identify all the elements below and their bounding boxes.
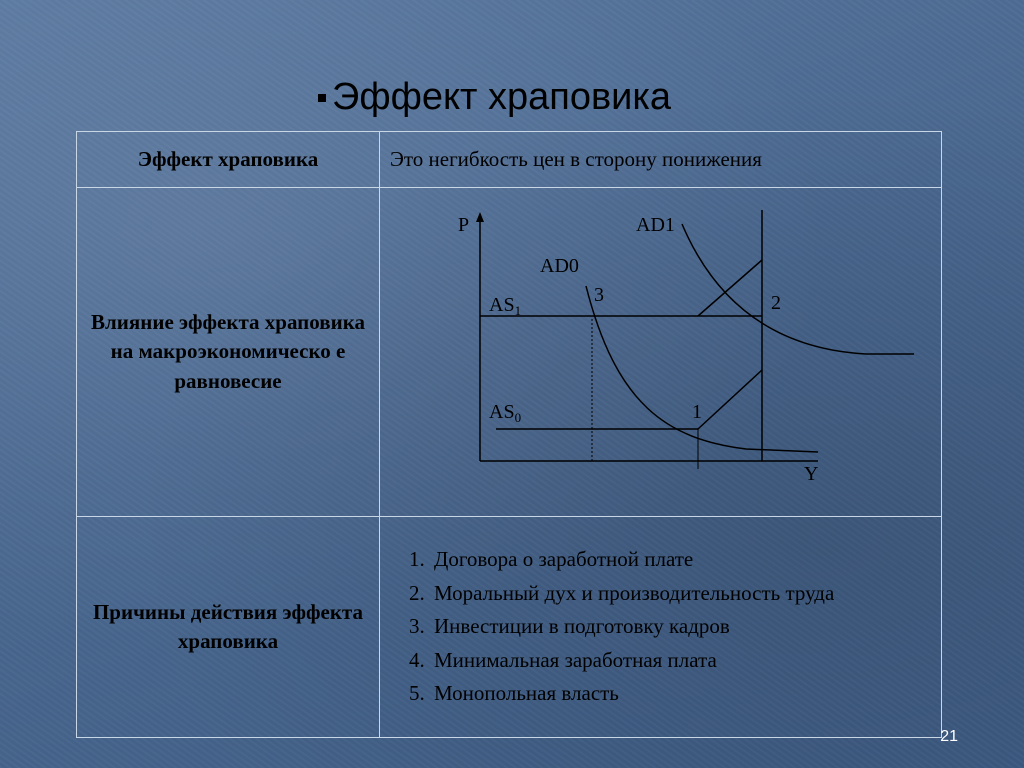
- diagram-cell: [380, 188, 942, 517]
- point-2-label: 2: [771, 292, 781, 314]
- as1-label-main: AS: [489, 294, 515, 316]
- ad0-label: AD0: [540, 255, 579, 277]
- slide-title-text: Эффект храповика: [332, 76, 671, 118]
- diagonal-lower: [698, 370, 762, 429]
- causes-label-cell: Причины действия эффекта храповика: [77, 517, 380, 738]
- diagonal-upper: [698, 260, 762, 316]
- ratchet-diagram: [380, 188, 958, 508]
- y-axis-label: Y: [804, 463, 819, 485]
- ad1-curve: [682, 224, 914, 354]
- page-number: 21: [940, 728, 958, 745]
- as1-label-sub: 1: [514, 303, 522, 318]
- as0-label-main: AS: [489, 401, 515, 423]
- slide-title: [318, 76, 671, 119]
- table-row-causes: [77, 517, 942, 738]
- causes-cell: [380, 517, 942, 738]
- causes-list: [390, 543, 931, 711]
- ad0-curve: [586, 286, 818, 452]
- as1-label: [489, 294, 521, 318]
- point-3-label: 3: [594, 284, 604, 306]
- ad1-label: AD1: [636, 214, 675, 236]
- table-row-definition: [77, 132, 942, 188]
- as0-label: [489, 401, 521, 425]
- list-item: 1. Договора о заработной плате: [430, 543, 931, 577]
- as0-label-sub: 0: [514, 410, 522, 425]
- diagram-label-cell: Влияние эффекта храповика на макроэкономическо е равновесие: [77, 188, 380, 517]
- point-1-label: 1: [692, 401, 702, 423]
- list-item: 3. Инвестиции в подготовку кадров: [430, 610, 931, 644]
- table-row-diagram: [77, 188, 942, 517]
- content-table: [76, 131, 942, 738]
- list-item: 4. Минимальная заработная плата: [430, 644, 931, 678]
- term-cell: Эффект храповика: [77, 132, 380, 188]
- list-item: 2. Моральный дух и производительность труда: [430, 577, 931, 611]
- bullet-icon: [318, 94, 326, 102]
- y-axis-arrow-icon: [476, 212, 484, 222]
- definition-cell: Это негибкость цен в сторону понижения: [380, 132, 942, 188]
- p-axis-label: P: [458, 214, 470, 236]
- list-item: 5. Монопольная власть: [430, 677, 931, 711]
